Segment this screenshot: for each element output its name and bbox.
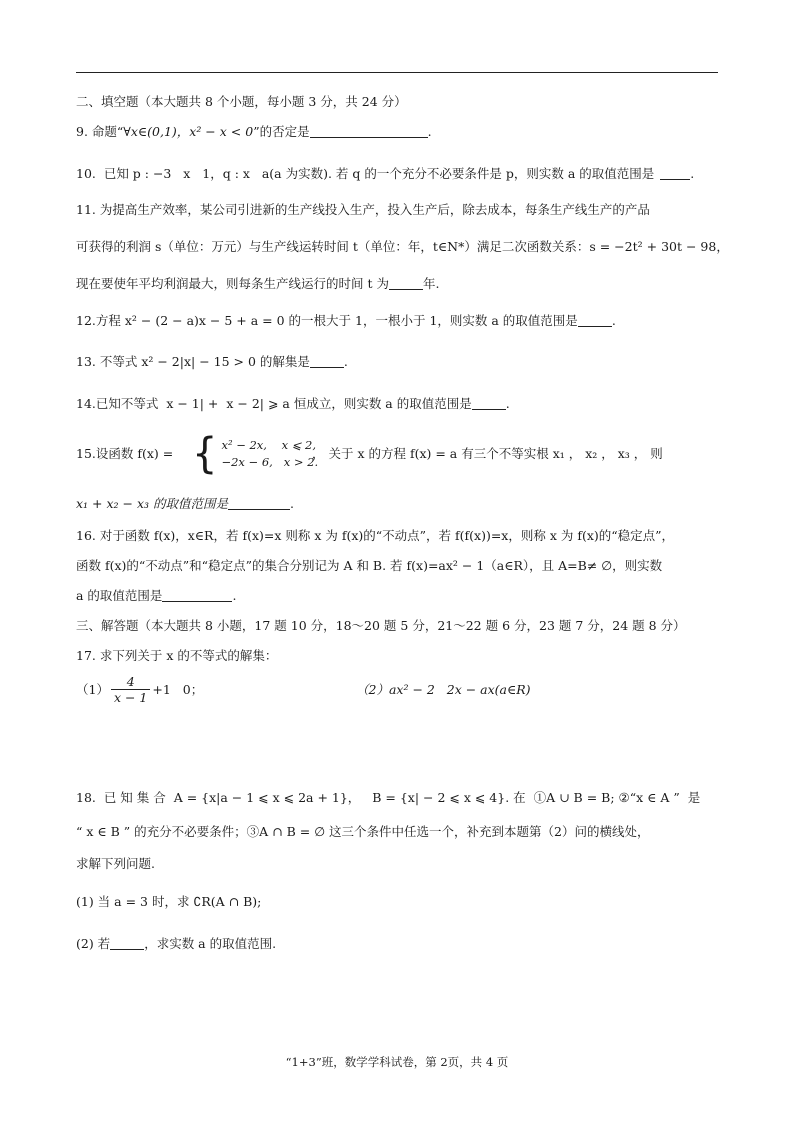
q17-fraction: $\frac{4}{x - 1}$: [111, 675, 150, 705]
question-18-part-1: (1) 当 a = 3 时，求 ∁R(A ∩ B);: [76, 894, 262, 909]
question-13: 13. 不等式 x² − 2|x| − 15 > 0 的解集是 .: [76, 354, 348, 369]
section-2-heading: 二、填空题（本大题共 8 个小题，每小题 3 分，共 24 分）: [76, 94, 407, 109]
question-17-part-1: （1） $\frac{4}{x - 1}$ +1 0；: [76, 674, 204, 705]
q18-answer-blank[interactable]: [110, 937, 144, 950]
question-15-tail: ， 关于 x 的方程 f(x) = a 有三个不等实根 x₁ ， x₂ ， x₃ ， 则: [312, 446, 663, 461]
q9-answer-blank[interactable]: [310, 125, 428, 138]
q9-text-a: 9. 命题“: [76, 124, 124, 139]
question-18-line-1: 18. 已 知 集 合 A = {x|a − 1 ⩽ x ⩽ 2a + 1}， B = {x| − 2 ⩽ x ⩽ 4}. 在 ①A ∪ B = B; ②“x ∈ A ” 是: [76, 790, 701, 805]
q15-case-1: x² − 2x, x ⩽ 2,: [221, 438, 316, 452]
q13-answer-blank[interactable]: [310, 355, 344, 368]
q10-answer-blank[interactable]: [660, 167, 690, 180]
question-11-line-3: 现在要使年平均利润最大，则每条生产线运行的时间 t 为 年.: [76, 276, 440, 291]
q9-text-b: ”的否定是: [253, 124, 310, 139]
question-17-stem: 17. 求下列关于 x 的不等式的解集：: [76, 648, 278, 663]
section-3-heading: 三、解答题（本大题共 8 小题，17 题 10 分，18～20 题 5 分，21～22 题 6 分，23 题 7 分，24 题 8 分）: [76, 618, 686, 633]
question-11-line-1: 11. 为提高生产效率，某公司引进新的生产线投入生产，投入生产后，除去成本，每条生产线生产的产品: [76, 202, 650, 217]
question-12: 12.方程 x² − (2 − a)x − 5 + a = 0 的一根大于 1，一根小于 1，则实数 a 的取值范围是 .: [76, 313, 616, 328]
question-18-part-2: (2) 若 ，求实数 a 的取值范围.: [76, 936, 277, 951]
q15-piecewise-function: [192, 429, 319, 479]
question-10: 10. 已知 p : −3 x 1，q : x a(a 为实数). 若 q 的一个充分不必要条件是 p，则实数 a 的取值范围是 .: [76, 166, 695, 181]
question-15-line-2: x₁ + x₂ − x₃ 的取值范围是 .: [76, 496, 294, 511]
q9-expr: ∀x∈(0,1)，x² − x < 0: [123, 124, 254, 139]
question-17-part-2: （2）ax² − 2 2x − ax(a∈R): [356, 682, 531, 697]
question-11-line-2: 可获得的利润 s（单位：万元）与生产线运转时间 t（单位：年，t∈N*）满足二次函数关系：s = −2t² + 30t − 98，: [76, 239, 729, 254]
question-16-line-3: a 的取值范围是 .: [76, 588, 237, 603]
header-rule: [76, 72, 718, 73]
q15-answer-blank[interactable]: [228, 497, 290, 510]
q12-answer-blank[interactable]: [578, 314, 612, 327]
q11-answer-blank[interactable]: [389, 277, 423, 290]
question-16-line-1: 16. 对于函数 f(x)，x∈R，若 f(x)=x 则称 x 为 f(x)的“不动点”，若 f(f(x))=x，则称 x 为 f(x)的“稳定点”，: [76, 528, 675, 543]
q15-case-2: −2x − 6, x > 2.: [221, 455, 319, 469]
page-footer: “1+3”班，数学学科试卷，第 2页，共 4 页: [285, 1055, 509, 1069]
question-9: 9. 命题“∀x∈(0,1)，x² − x < 0”的否定是 .: [76, 124, 432, 139]
q14-answer-blank[interactable]: [472, 397, 506, 410]
question-15-lead: 15.设函数 f(x) =: [76, 446, 174, 461]
question-14: 14.已知不等式 x − 1| + x − 2| ⩾ a 恒成立，则实数 a 的取值范围是 .: [76, 396, 510, 411]
question-16-line-2: 函数 f(x)的“不动点”和“稳定点”的集合分别记为 A 和 B. 若 f(x)=ax² − 1（a∈R），且 A=B≠ ∅，则实数: [76, 558, 663, 573]
question-18-line-3: 求解下列问题.: [76, 856, 155, 871]
brace-symbol: {: [192, 429, 218, 479]
q16-answer-blank[interactable]: [162, 589, 232, 602]
q10-text: 10. 已知 p : −3 x 1，q : x a(a 为实数). 若 q 的一个充分不必要条件是 p，则实数 a 的取值范围是: [76, 166, 655, 181]
question-18-line-2: “ x ∈ B ” 的充分不必要条件；③A ∩ B = ∅ 这三个条件中任选一个，补充到本题第（2）问的横线处，: [76, 824, 650, 839]
